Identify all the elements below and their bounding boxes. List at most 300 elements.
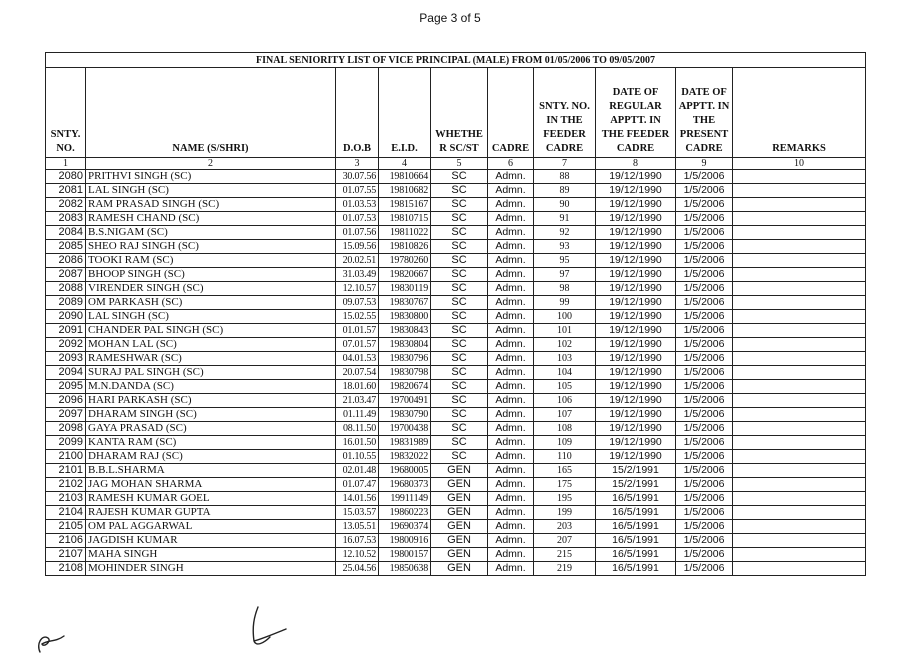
cell-eid: 19830796: [379, 352, 431, 366]
cell-name: VIRENDER SINGH (SC): [86, 282, 336, 296]
cell-remarks: [733, 464, 866, 478]
cell-name: RAM PRASAD SINGH (SC): [86, 198, 336, 212]
cell-regular-date: 19/12/1990: [596, 184, 676, 198]
cell-eid: 19800916: [379, 534, 431, 548]
cell-snty: 2097: [46, 408, 86, 422]
cell-cadre: Admn.: [488, 184, 534, 198]
cell-regular-date: 16/5/1991: [596, 548, 676, 562]
cell-present-date: 1/5/2006: [676, 422, 733, 436]
cell-remarks: [733, 282, 866, 296]
cell-regular-date: 19/12/1990: [596, 450, 676, 464]
cell-cadre: Admn.: [488, 520, 534, 534]
cell-cadre: Admn.: [488, 254, 534, 268]
cell-dob: 18.01.60: [336, 380, 379, 394]
cell-cadre: Admn.: [488, 506, 534, 520]
cell-feeder-no: 109: [534, 436, 596, 450]
cell-regular-date: 19/12/1990: [596, 380, 676, 394]
cell-feeder-no: 215: [534, 548, 596, 562]
cell-feeder-no: 207: [534, 534, 596, 548]
cell-snty: 2105: [46, 520, 86, 534]
cell-present-date: 1/5/2006: [676, 296, 733, 310]
cell-present-date: 1/5/2006: [676, 198, 733, 212]
cell-dob: 02.01.48: [336, 464, 379, 478]
cell-category: GEN: [431, 492, 488, 506]
table-row: [46, 170, 866, 184]
cell-eid: 19811022: [379, 226, 431, 240]
cell-dob: 12.10.52: [336, 548, 379, 562]
cell-feeder-no: 165: [534, 464, 596, 478]
cell-category: SC: [431, 310, 488, 324]
cell-remarks: [733, 366, 866, 380]
cell-category: SC: [431, 198, 488, 212]
cell-name: CHANDER PAL SINGH (SC): [86, 324, 336, 338]
cell-eid: 19810664: [379, 170, 431, 184]
cell-snty: 2102: [46, 478, 86, 492]
cell-category: SC: [431, 268, 488, 282]
cell-present-date: 1/5/2006: [676, 394, 733, 408]
cell-name: MAHA SINGH: [86, 548, 336, 562]
cell-snty: 2088: [46, 282, 86, 296]
cell-cadre: Admn.: [488, 226, 534, 240]
cell-feeder-no: 108: [534, 422, 596, 436]
cell-category: SC: [431, 296, 488, 310]
cell-remarks: [733, 436, 866, 450]
cell-cadre: Admn.: [488, 478, 534, 492]
cell-remarks: [733, 380, 866, 394]
cell-feeder-no: 101: [534, 324, 596, 338]
cell-category: SC: [431, 380, 488, 394]
cell-present-date: 1/5/2006: [676, 506, 733, 520]
cell-regular-date: 19/12/1990: [596, 338, 676, 352]
cell-present-date: 1/5/2006: [676, 254, 733, 268]
table-row: [46, 548, 866, 562]
cell-eid: 19831989: [379, 436, 431, 450]
cell-eid: 19830843: [379, 324, 431, 338]
cell-dob: 20.07.54: [336, 366, 379, 380]
cell-dob: 01.07.56: [336, 226, 379, 240]
cell-name: KANTA RAM (SC): [86, 436, 336, 450]
cell-dob: 09.07.53: [336, 296, 379, 310]
column-number: 7: [534, 158, 596, 170]
cell-regular-date: 19/12/1990: [596, 282, 676, 296]
cell-cadre: Admn.: [488, 394, 534, 408]
cell-category: GEN: [431, 534, 488, 548]
cell-category: GEN: [431, 520, 488, 534]
header-dob: D.O.B: [336, 68, 379, 158]
cell-feeder-no: 102: [534, 338, 596, 352]
cell-eid: 19830800: [379, 310, 431, 324]
cell-dob: 13.05.51: [336, 520, 379, 534]
table-row: [46, 562, 866, 576]
cell-regular-date: 19/12/1990: [596, 240, 676, 254]
cell-remarks: [733, 548, 866, 562]
cell-present-date: 1/5/2006: [676, 240, 733, 254]
cell-regular-date: 19/12/1990: [596, 310, 676, 324]
table-row: [46, 282, 866, 296]
cell-present-date: 1/5/2006: [676, 534, 733, 548]
table-row: [46, 240, 866, 254]
cell-snty: 2091: [46, 324, 86, 338]
table-row: [46, 464, 866, 478]
cell-present-date: 1/5/2006: [676, 408, 733, 422]
cell-snty: 2081: [46, 184, 86, 198]
cell-dob: 15.02.55: [336, 310, 379, 324]
cell-snty: 2086: [46, 254, 86, 268]
table-title-row: [46, 53, 866, 68]
table-row: [46, 492, 866, 506]
cell-present-date: 1/5/2006: [676, 324, 733, 338]
cell-regular-date: 19/12/1990: [596, 170, 676, 184]
table-row: [46, 394, 866, 408]
cell-eid: 19800157: [379, 548, 431, 562]
cell-category: GEN: [431, 478, 488, 492]
cell-dob: 20.02.51: [336, 254, 379, 268]
cell-name: RAMESHWAR (SC): [86, 352, 336, 366]
cell-feeder-no: 106: [534, 394, 596, 408]
cell-regular-date: 19/12/1990: [596, 296, 676, 310]
cell-snty: 2095: [46, 380, 86, 394]
cell-dob: 21.03.47: [336, 394, 379, 408]
cell-present-date: 1/5/2006: [676, 226, 733, 240]
cell-remarks: [733, 422, 866, 436]
cell-feeder-no: 107: [534, 408, 596, 422]
cell-category: SC: [431, 366, 488, 380]
table-title: FINAL SENIORITY LIST OF VICE PRINCIPAL (MALE) FROM 01/05/2006 TO 09/05/2007: [46, 53, 866, 68]
table-row: [46, 352, 866, 366]
cell-eid: 19830119: [379, 282, 431, 296]
cell-snty: 2092: [46, 338, 86, 352]
header-eid: E.I.D.: [379, 68, 431, 158]
cell-present-date: 1/5/2006: [676, 184, 733, 198]
cell-cadre: Admn.: [488, 562, 534, 576]
cell-present-date: 1/5/2006: [676, 436, 733, 450]
cell-feeder-no: 203: [534, 520, 596, 534]
cell-name: JAG MOHAN SHARMA: [86, 478, 336, 492]
cell-eid: 19810715: [379, 212, 431, 226]
cell-name: OM PAL AGGARWAL: [86, 520, 336, 534]
cell-regular-date: 19/12/1990: [596, 352, 676, 366]
table-row: [46, 450, 866, 464]
cell-snty: 2087: [46, 268, 86, 282]
table-row: [46, 212, 866, 226]
cell-name: RAMESH CHAND (SC): [86, 212, 336, 226]
table-row: [46, 436, 866, 450]
cell-category: SC: [431, 408, 488, 422]
cell-eid: 19700438: [379, 422, 431, 436]
cell-eid: 19780260: [379, 254, 431, 268]
column-number: 8: [596, 158, 676, 170]
cell-name: TOOKI RAM (SC): [86, 254, 336, 268]
cell-present-date: 1/5/2006: [676, 366, 733, 380]
column-number: 4: [379, 158, 431, 170]
cell-dob: 15.09.56: [336, 240, 379, 254]
cell-name: DHARAM RAJ (SC): [86, 450, 336, 464]
cell-dob: 31.03.49: [336, 268, 379, 282]
cell-remarks: [733, 352, 866, 366]
cell-name: MOHINDER SINGH: [86, 562, 336, 576]
cell-feeder-no: 103: [534, 352, 596, 366]
cell-present-date: 1/5/2006: [676, 492, 733, 506]
cell-feeder-no: 93: [534, 240, 596, 254]
cell-remarks: [733, 212, 866, 226]
cell-cadre: Admn.: [488, 198, 534, 212]
cell-category: SC: [431, 450, 488, 464]
cell-remarks: [733, 408, 866, 422]
table-row: [46, 380, 866, 394]
cell-remarks: [733, 226, 866, 240]
cell-dob: 16.07.53: [336, 534, 379, 548]
cell-cadre: Admn.: [488, 268, 534, 282]
cell-dob: 15.03.57: [336, 506, 379, 520]
table-row: [46, 534, 866, 548]
cell-feeder-no: 89: [534, 184, 596, 198]
cell-name: BHOOP SINGH (SC): [86, 268, 336, 282]
cell-regular-date: 16/5/1991: [596, 520, 676, 534]
cell-present-date: 1/5/2006: [676, 520, 733, 534]
cell-eid: 19860223: [379, 506, 431, 520]
cell-cadre: Admn.: [488, 436, 534, 450]
cell-category: SC: [431, 422, 488, 436]
table-row: [46, 408, 866, 422]
seniority-list-table: [45, 52, 866, 576]
cell-regular-date: 19/12/1990: [596, 366, 676, 380]
cell-eid: 19680373: [379, 478, 431, 492]
cell-present-date: 1/5/2006: [676, 562, 733, 576]
cell-regular-date: 15/2/1991: [596, 464, 676, 478]
cell-feeder-no: 98: [534, 282, 596, 296]
cell-feeder-no: 95: [534, 254, 596, 268]
cell-name: JAGDISH KUMAR: [86, 534, 336, 548]
header-remarks: REMARKS: [733, 68, 866, 158]
cell-snty: 2099: [46, 436, 86, 450]
cell-feeder-no: 97: [534, 268, 596, 282]
cell-category: SC: [431, 226, 488, 240]
cell-dob: 01.11.49: [336, 408, 379, 422]
cell-dob: 01.10.55: [336, 450, 379, 464]
cell-cadre: Admn.: [488, 212, 534, 226]
cell-regular-date: 19/12/1990: [596, 436, 676, 450]
cell-dob: 01.07.47: [336, 478, 379, 492]
cell-name: M.N.DANDA (SC): [86, 380, 336, 394]
cell-category: SC: [431, 352, 488, 366]
cell-feeder-no: 195: [534, 492, 596, 506]
cell-remarks: [733, 198, 866, 212]
cell-name: LAL SINGH (SC): [86, 184, 336, 198]
table-row: [46, 296, 866, 310]
cell-snty: 2083: [46, 212, 86, 226]
cell-remarks: [733, 394, 866, 408]
cell-cadre: Admn.: [488, 338, 534, 352]
cell-feeder-no: 92: [534, 226, 596, 240]
cell-present-date: 1/5/2006: [676, 282, 733, 296]
header-feeder-no: SNTY. NO. IN THE FEEDER CADRE: [534, 68, 596, 158]
cell-regular-date: 19/12/1990: [596, 422, 676, 436]
cell-regular-date: 19/12/1990: [596, 394, 676, 408]
cell-remarks: [733, 562, 866, 576]
cell-regular-date: 19/12/1990: [596, 254, 676, 268]
cell-remarks: [733, 310, 866, 324]
cell-remarks: [733, 268, 866, 282]
cell-feeder-no: 99: [534, 296, 596, 310]
cell-snty: 2107: [46, 548, 86, 562]
cell-remarks: [733, 506, 866, 520]
cell-remarks: [733, 170, 866, 184]
cell-remarks: [733, 324, 866, 338]
cell-remarks: [733, 240, 866, 254]
cell-snty: 2096: [46, 394, 86, 408]
table-row: [46, 520, 866, 534]
cell-snty: 2093: [46, 352, 86, 366]
cell-snty: 2100: [46, 450, 86, 464]
header-present-date: DATE OF APPTT. IN THE PRESENT CADRE: [676, 68, 733, 158]
cell-cadre: Admn.: [488, 450, 534, 464]
cell-present-date: 1/5/2006: [676, 212, 733, 226]
cell-remarks: [733, 296, 866, 310]
cell-snty: 2106: [46, 534, 86, 548]
cell-cadre: Admn.: [488, 366, 534, 380]
cell-feeder-no: 100: [534, 310, 596, 324]
cell-present-date: 1/5/2006: [676, 478, 733, 492]
page-number: Page 3 of 5: [419, 11, 481, 25]
cell-snty: 2085: [46, 240, 86, 254]
cell-category: SC: [431, 394, 488, 408]
cell-snty: 2080: [46, 170, 86, 184]
cell-name: LAL SINGH (SC): [86, 310, 336, 324]
cell-dob: 01.03.53: [336, 198, 379, 212]
cell-snty: 2089: [46, 296, 86, 310]
cell-eid: 19690374: [379, 520, 431, 534]
cell-cadre: Admn.: [488, 240, 534, 254]
cell-cadre: Admn.: [488, 548, 534, 562]
cell-present-date: 1/5/2006: [676, 548, 733, 562]
column-number: 6: [488, 158, 534, 170]
column-number: 1: [46, 158, 86, 170]
cell-cadre: Admn.: [488, 380, 534, 394]
cell-feeder-no: 105: [534, 380, 596, 394]
cell-category: SC: [431, 324, 488, 338]
cell-eid: 19810826: [379, 240, 431, 254]
cell-snty: 2090: [46, 310, 86, 324]
table-row: [46, 226, 866, 240]
cell-category: SC: [431, 212, 488, 226]
cell-present-date: 1/5/2006: [676, 338, 733, 352]
column-number: 2: [86, 158, 336, 170]
cell-dob: 12.10.57: [336, 282, 379, 296]
column-number: 9: [676, 158, 733, 170]
table-row: [46, 366, 866, 380]
header-name: NAME (S/SHRI): [86, 68, 336, 158]
cell-regular-date: 16/5/1991: [596, 492, 676, 506]
cell-snty: 2103: [46, 492, 86, 506]
initials-signature: [34, 622, 70, 656]
cell-regular-date: 16/5/1991: [596, 534, 676, 548]
cell-dob: 08.11.50: [336, 422, 379, 436]
cell-name: RAMESH KUMAR GOEL: [86, 492, 336, 506]
cell-cadre: Admn.: [488, 296, 534, 310]
cell-remarks: [733, 478, 866, 492]
handwritten-signature: [236, 603, 290, 651]
table-row: [46, 324, 866, 338]
cell-snty: 2094: [46, 366, 86, 380]
cell-eid: 19830804: [379, 338, 431, 352]
cell-name: GAYA PRASAD (SC): [86, 422, 336, 436]
cell-eid: 19832022: [379, 450, 431, 464]
table-row: [46, 310, 866, 324]
cell-present-date: 1/5/2006: [676, 450, 733, 464]
cell-snty: 2101: [46, 464, 86, 478]
cell-eid: 19810682: [379, 184, 431, 198]
cell-name: PRITHVI SINGH (SC): [86, 170, 336, 184]
column-number: 3: [336, 158, 379, 170]
header-category: WHETHE R SC/ST: [431, 68, 488, 158]
cell-feeder-no: 90: [534, 198, 596, 212]
header-row: [46, 68, 866, 158]
cell-remarks: [733, 492, 866, 506]
cell-feeder-no: 219: [534, 562, 596, 576]
table-row: [46, 338, 866, 352]
cell-regular-date: 16/5/1991: [596, 562, 676, 576]
header-cadre: CADRE: [488, 68, 534, 158]
table-row: [46, 268, 866, 282]
cell-regular-date: 19/12/1990: [596, 268, 676, 282]
cell-category: SC: [431, 436, 488, 450]
cell-category: GEN: [431, 506, 488, 520]
header-snty: SNTY. NO.: [46, 68, 86, 158]
column-number: 5: [431, 158, 488, 170]
cell-remarks: [733, 338, 866, 352]
cell-cadre: Admn.: [488, 422, 534, 436]
cell-cadre: Admn.: [488, 534, 534, 548]
cell-present-date: 1/5/2006: [676, 170, 733, 184]
cell-dob: 01.07.53: [336, 212, 379, 226]
cell-remarks: [733, 450, 866, 464]
cell-eid: 19830798: [379, 366, 431, 380]
cell-snty: 2108: [46, 562, 86, 576]
cell-feeder-no: 88: [534, 170, 596, 184]
cell-snty: 2082: [46, 198, 86, 212]
cell-category: SC: [431, 282, 488, 296]
cell-present-date: 1/5/2006: [676, 352, 733, 366]
cell-present-date: 1/5/2006: [676, 310, 733, 324]
cell-name: B.B.L.SHARMA: [86, 464, 336, 478]
cell-present-date: 1/5/2006: [676, 380, 733, 394]
cell-remarks: [733, 184, 866, 198]
table-row: [46, 184, 866, 198]
table-row: [46, 478, 866, 492]
cell-regular-date: 19/12/1990: [596, 408, 676, 422]
cell-remarks: [733, 520, 866, 534]
cell-eid: 19850638: [379, 562, 431, 576]
cell-eid: 19815167: [379, 198, 431, 212]
cell-eid: 19680005: [379, 464, 431, 478]
cell-dob: 07.01.57: [336, 338, 379, 352]
cell-eid: 19830767: [379, 296, 431, 310]
cell-eid: 19700491: [379, 394, 431, 408]
cell-name: B.S.NIGAM (SC): [86, 226, 336, 240]
cell-dob: 30.07.56: [336, 170, 379, 184]
header-regular-date: DATE OF REGULAR APPTT. IN THE FEEDER CADRE: [596, 68, 676, 158]
cell-name: HARI PARKASH (SC): [86, 394, 336, 408]
cell-regular-date: 16/5/1991: [596, 506, 676, 520]
cell-present-date: 1/5/2006: [676, 268, 733, 282]
cell-regular-date: 19/12/1990: [596, 226, 676, 240]
table-row: [46, 506, 866, 520]
cell-category: GEN: [431, 562, 488, 576]
cell-feeder-no: 175: [534, 478, 596, 492]
cell-remarks: [733, 534, 866, 548]
cell-snty: 2104: [46, 506, 86, 520]
cell-dob: 16.01.50: [336, 436, 379, 450]
